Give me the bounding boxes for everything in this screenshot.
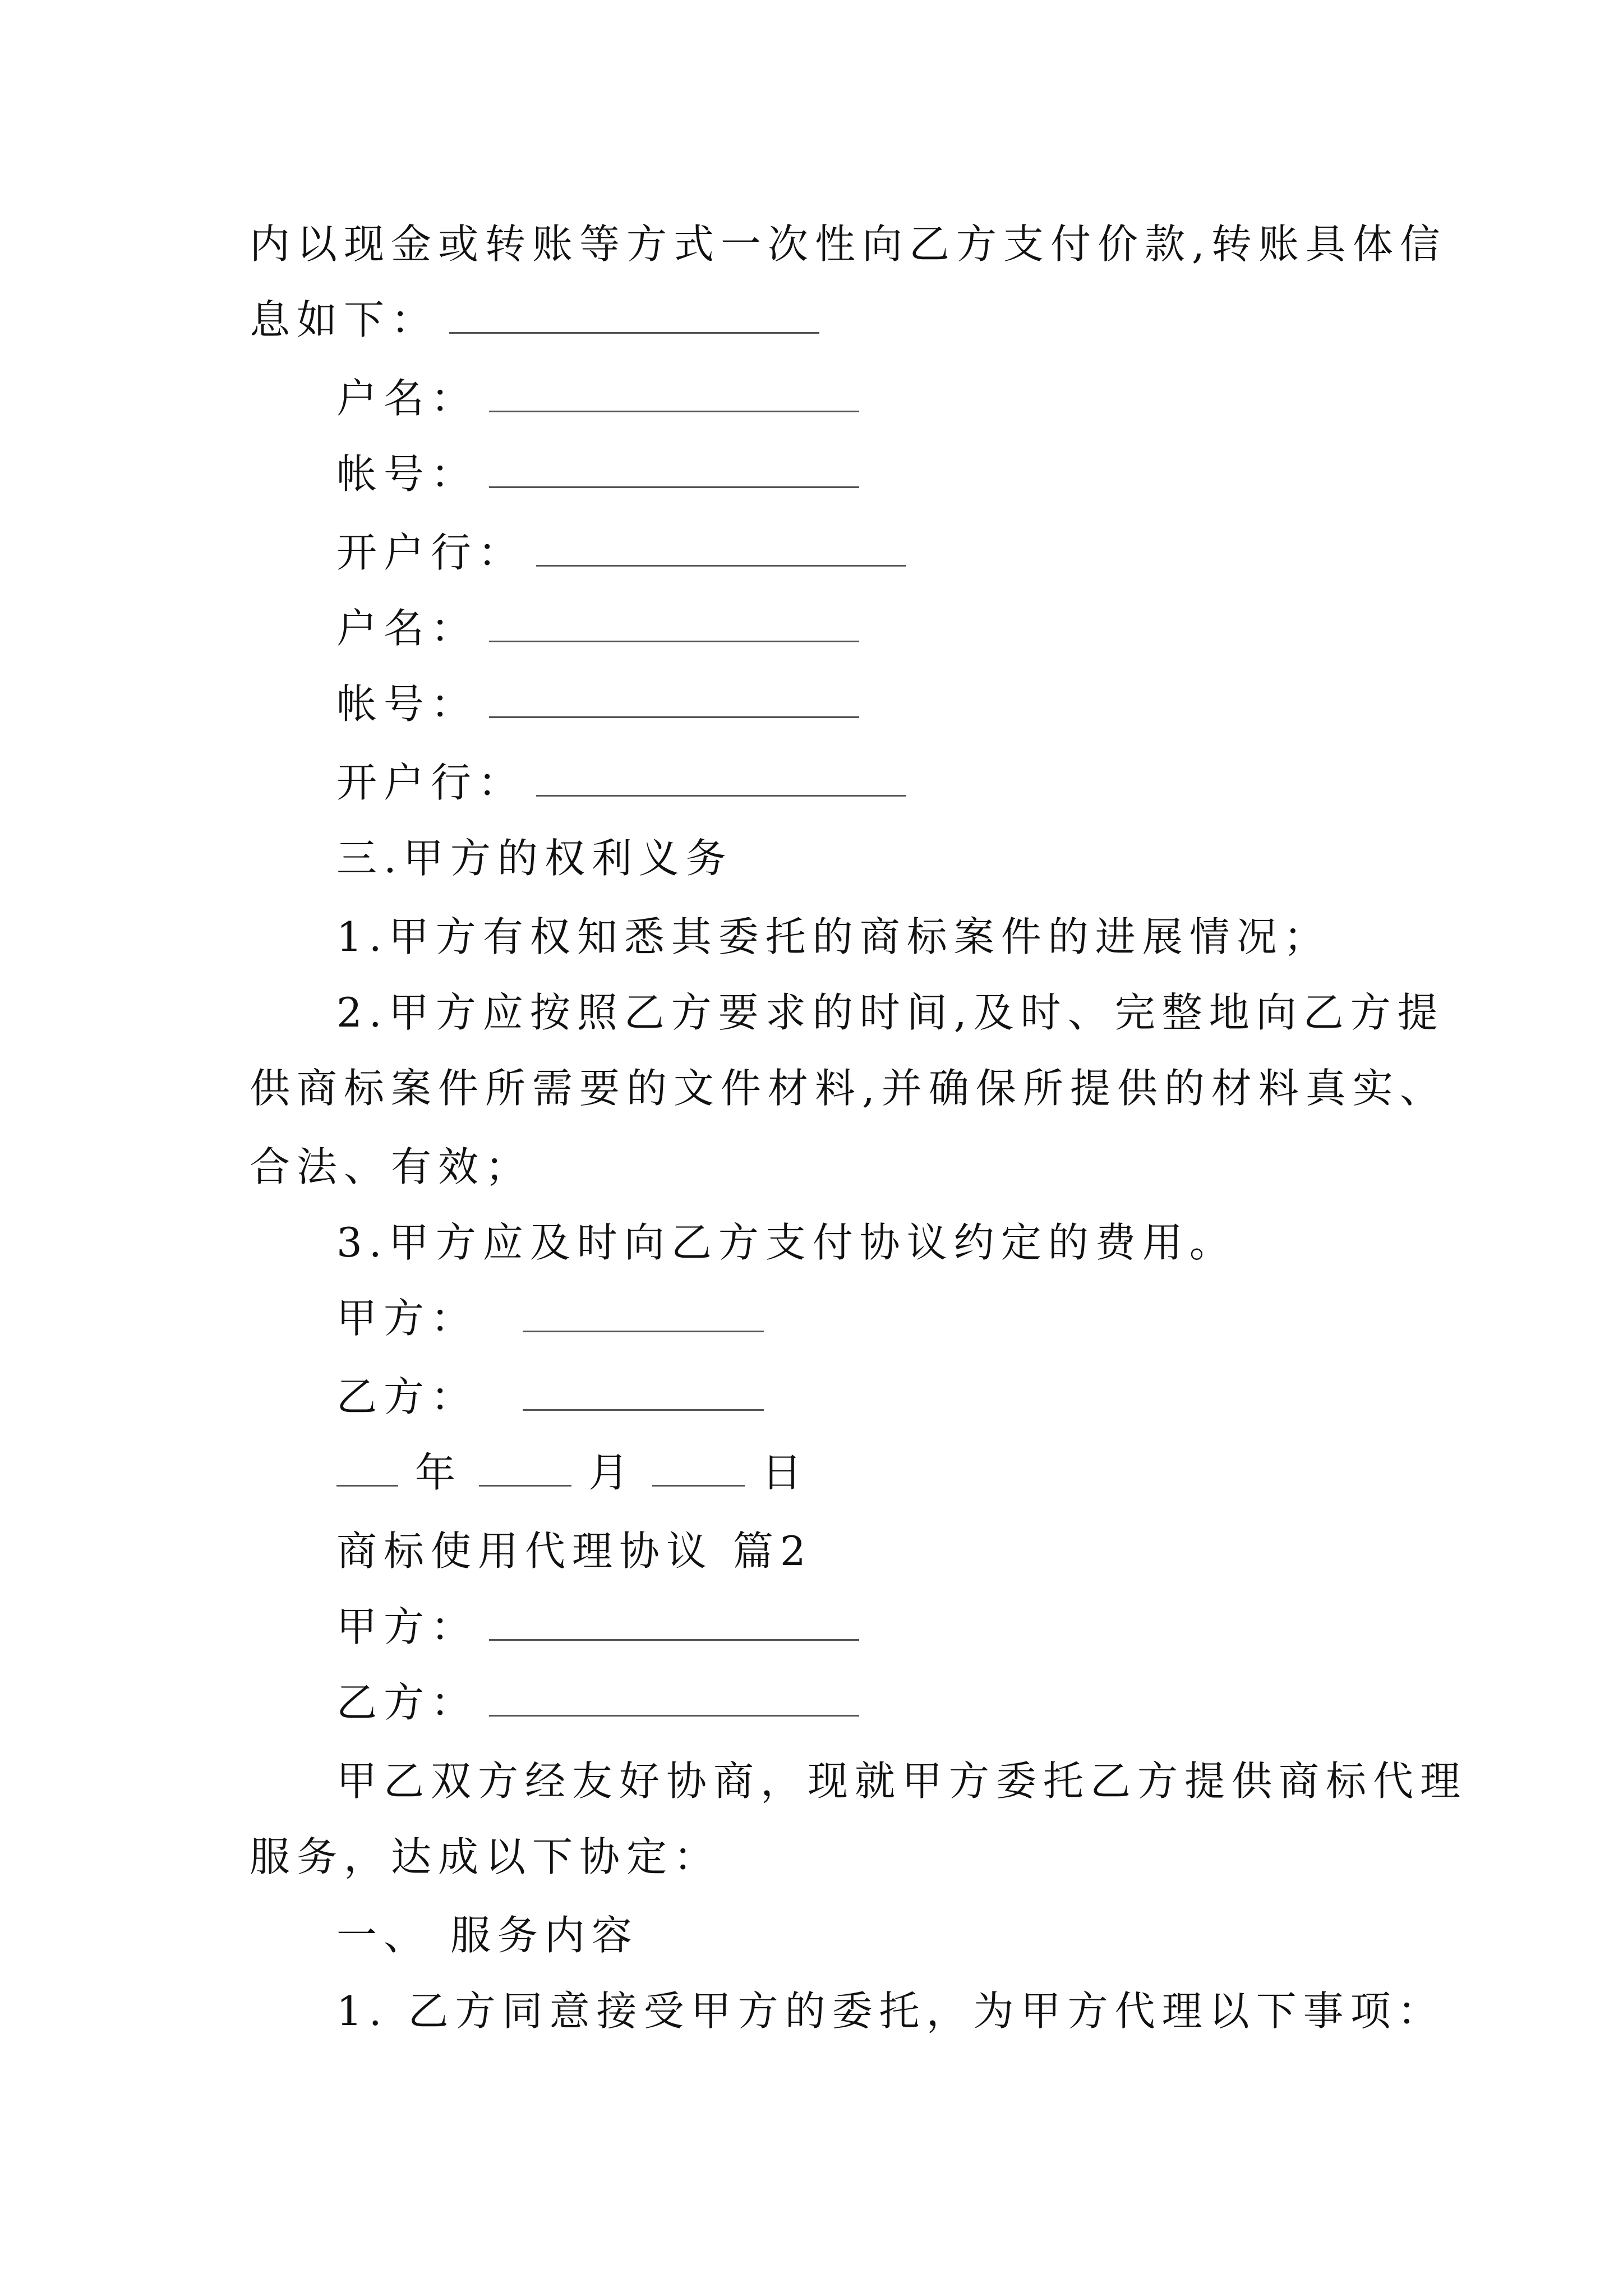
paragraph-line: 内以现金或转账等方式一次性向乙方支付价款,转账具体信 <box>250 220 1447 268</box>
article-title: 商标使用代理协议 篇2 <box>336 1527 813 1575</box>
list-item: 2.甲方应按照乙方要求的时间,及时、完整地向乙方提 <box>336 989 1445 1036</box>
blank-line <box>336 1451 398 1487</box>
date-line: 年 月 日 <box>336 1444 809 1501</box>
section-heading: 三.甲方的权利义务 <box>336 835 733 882</box>
blank-line <box>489 607 859 642</box>
article-party-b: 乙方： <box>336 1674 859 1731</box>
list-item: 1. 乙方同意接受甲方的委托，为甲方代理以下事项： <box>336 1987 1445 2035</box>
account-name-field: 户名： <box>336 370 859 426</box>
section-heading: 一、 服务内容 <box>336 1912 639 1959</box>
blank-line <box>489 1681 859 1717</box>
signature-party-a: 甲方： <box>336 1290 764 1346</box>
paragraph-line: 甲乙双方经友好协商，现就甲方委托乙方提供商标代理 <box>336 1757 1468 1805</box>
blank-line <box>523 1375 764 1411</box>
blank-line <box>536 531 906 567</box>
signature-party-b: 乙方： <box>336 1369 764 1425</box>
account-number-field: 帐号： <box>336 676 859 732</box>
blank-line <box>479 1451 571 1487</box>
blank-line <box>489 1605 859 1641</box>
account-name-field: 户名： <box>336 600 859 656</box>
account-bank-field: 开户行： <box>336 754 906 811</box>
account-bank-field: 开户行： <box>336 524 906 581</box>
blank-line <box>489 377 859 412</box>
blank-line <box>536 761 906 797</box>
blank-line <box>489 453 859 488</box>
article-party-a: 甲方： <box>336 1599 859 1655</box>
paragraph-line: 合法、有效； <box>250 1143 533 1190</box>
blank-line <box>449 298 819 334</box>
list-item: 3.甲方应及时向乙方支付协议约定的费用。 <box>336 1219 1237 1266</box>
blank-line <box>489 683 859 718</box>
blank-line <box>523 1297 764 1332</box>
paragraph-line: 息如下： <box>250 292 819 348</box>
blank-line <box>652 1451 745 1487</box>
paragraph-line: 供商标案件所需要的文件材料,并确保所提供的材料真实、 <box>250 1065 1447 1112</box>
account-number-field: 帐号： <box>336 446 859 502</box>
list-item: 1.甲方有权知悉其委托的商标案件的进展情况； <box>336 913 1331 960</box>
paragraph-line: 服务，达成以下协定： <box>250 1833 721 1880</box>
